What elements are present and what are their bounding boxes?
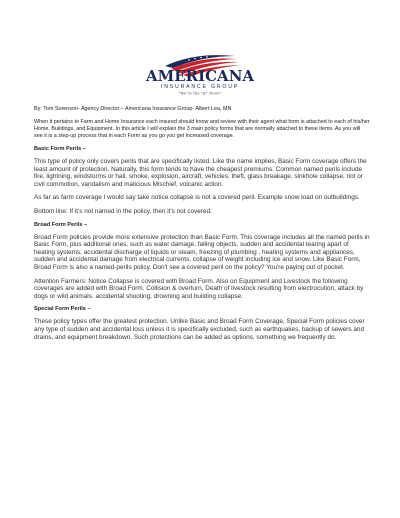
broad-form-paragraph-2: Attention Farmers: Notice Collapse is covered with Broad Form. Also on Equipment and Livestock the following coverages are added with Broad Form. Collision & overturn, Death of livestock resulting from electrocution, attack by dogs or wild animals. accidental shooting, drowning and building collapse. <box>34 277 364 300</box>
broad-form-paragraph-1: Broad Form policies provide more extensive protection than Basic Form. This coverage includes all the named perils in Basic Form, plus additional ones, such as water damage, falling objects, sudden and accidental tearing apart of heating systems, accidental discharge of liquids or steam, freezing of plumbing , heating systems and appliances, sudden and accidental damage from electrical currents, collapse of weight including ice and snow. Like Basic Form, Broad Form is also a named-perils policy. Don't see a covered peril on the policy? You're paying out of pocket. <box>34 233 370 271</box>
logo-subtitle: INSURANCE GROUP <box>160 84 240 90</box>
broad-form-heading: Broad Form Perils – <box>34 221 88 228</box>
special-form-paragraph-1: These policy types offer the greatest protection. Unlike Basic and Broad Form Coverage, Special Form policies cover any type of sudden and accidental loss unless it is specifically excluded, such as earthquakes, backup of sewers and drains, and equipment breakdown. Such protections can be added as options, something we frequently do. <box>34 318 365 341</box>
logo-name: AMERICANA <box>145 67 255 85</box>
special-form-heading: Special Form Perils – <box>34 306 91 313</box>
basic-form-paragraph-2: As far as farm coverage I would say take notice collapse is not a covered peril. Example snow load on outbuildings. <box>34 194 360 202</box>
article-body <box>34 106 370 347</box>
americana-logo <box>0 52 400 96</box>
byline: By: Tom Sorenson- Agency Director – Americana Insurance Group- Albert Lea, MN <box>34 106 232 112</box>
logo-tagline: "We're the "A" Team" <box>178 90 222 96</box>
logo-graphic <box>125 52 275 96</box>
intro-paragraph: When it pertains to Farm and Home Insurance each insured should know and review with their agent what form is attached to each of his/her Home, Buildings, and Equipment. In this article I will explain the 3 main policy forms that are normally attached to these items. As you will see it is a step-up process that in each Form as you go you get increased coverage. <box>34 119 370 139</box>
basic-form-paragraph-3: Bottom line: If it's not named in the policy, then it's not covered. <box>34 207 212 215</box>
basic-form-heading: Basic Form Perils – <box>34 146 86 152</box>
basic-form-paragraph-1: This type of policy only covers perils that are specifically listed. Like the name implies, Basic Form coverage offers the least amount of protection. Naturally, this form tends to have the cheapest premiums. Common named perils include fire, lightning, windstorms or hail, smoke, explosion, aircraft, vehicles, theft, glass breakage, sinkhole collapse, riot or civil commotion, vandalism and malicious Mischief, volcanic action. <box>34 158 367 188</box>
